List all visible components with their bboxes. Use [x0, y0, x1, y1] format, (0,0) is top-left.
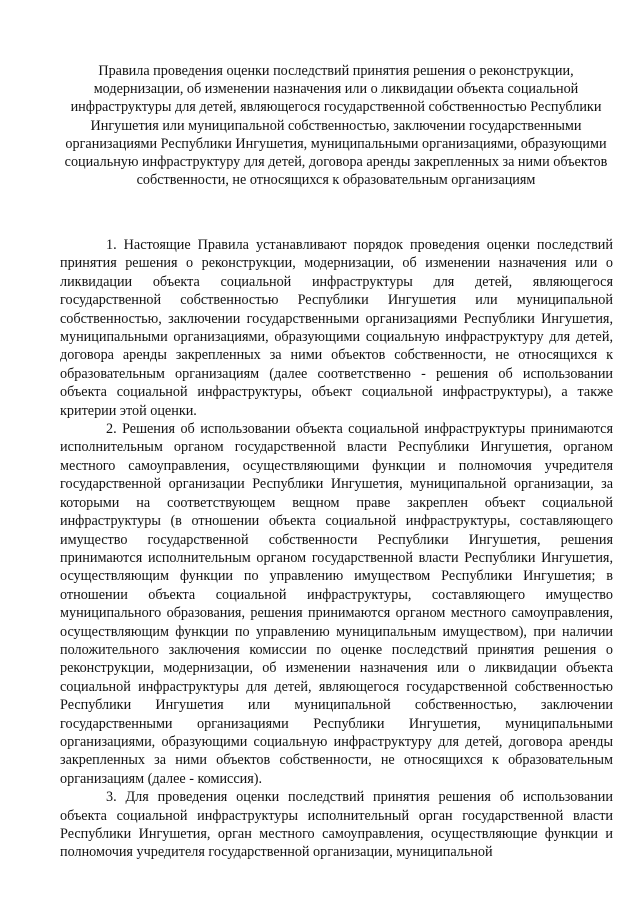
- paragraph-3: 3. Для проведения оценки последствий принятия решения об использовании объекта социальной инфраструктуры исполнительный орган государственной власти Республики Ингушетия, орган местного самоуправления, осуществляющие функции и полномочия учредителя государственной организации, муниципальной: [60, 789, 613, 861]
- paragraph-1: 1. Настоящие Правила устанавливают порядок проведения оценки последствий принятия решения о реконструкции, модернизации, об изменении назначения или о ликвидации объекта социальной инфраструктуры для детей, являющегося государственной собственностью Республики Ингушетия или муниципальной собственностью, заключении государственными организациями Республики Ингушетия, муниципальными организациями, образующими социальную инфраструктуру для детей, договора аренды закрепленных за ними объектов собственности, не относящихся к образовательным организациям (далее соответственно - решения об использовании объекта социальной инфраструктуры, объект социальной инфраструктуры), а также критерии этой оценки.: [60, 237, 613, 419]
- document-body: [60, 236, 613, 862]
- document-title: Правила проведения оценки последствий принятия решения о реконструкции, модернизации, об изменении назначения или о ликвидации объекта социальной инфраструктуры для детей, являющегося государственной собственностью Республики Ингушетия или муниципальной собственностью, заключении государственными организациями Республики Ингушетия, муниципальными организациями, образующими социальную инфраструктуру для детей, договора аренды закрепленных за ними объектов собственности, не относящихся к образовательным организациям: [64, 63, 608, 189]
- paragraph-2: 2. Решения об использовании объекта социальной инфраструктуры принимаются исполнительным органом государственной власти Республики Ингушетия, органом местного самоуправления, осуществляющими функции и полномочия учредителя государственной организации Республики Ингушетия, муниципальной организации, за которыми на соответствующем вещном праве закреплен объект социальной инфраструктуры (в отношении объекта социальной инфраструктуры, составляющего имущество государственной собственности Республики Ингушетия, решения принимаются исполнительным органом государственной власти Республики Ингушетия, осуществляющим функции по управлению имуществом Республики Ингушетия; в отношении объекта социальной инфраструктуры, составляющего имущество муниципального образования, решения принимаются органом местного самоуправления, осуществляющим функции по управлению муниципальным имуществом), при наличии положительного заключения комиссии по оценке последствий принятия решения о реконструкции, модернизации, об изменении назначения или о ликвидации объекта социальной инфраструктуры для детей, являющегося государственной собственностью Республики Ингушетия или муниципальной собственностью, заключении государственными организациями Республики Ингушетия, муниципальными организациями, образующими социальную инфраструктуру для детей, договора аренды закрепленных за ними объектов собственности, не относящихся к образовательным организациям (далее - комиссия).: [60, 421, 613, 787]
